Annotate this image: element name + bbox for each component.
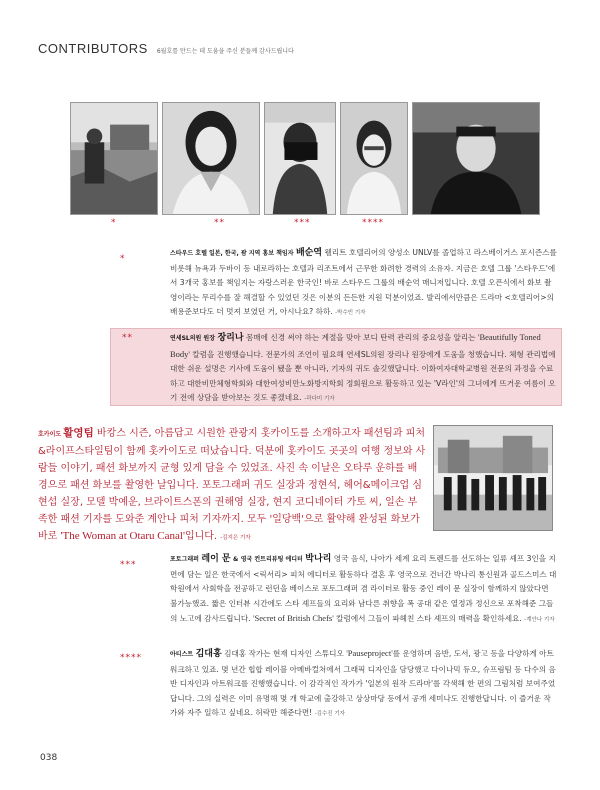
contributor-text: 칼럼을 진행했습니다. 전문가의 조언이 필요해 연세SL의원 장리나 원장에게 도움을 청했습니다. 체형 관리법에 대한 쉬운 설명은 기사에 도움이 됐을 뿐 아니라, 기자의 귀도 솔깃했답니다. 이화여자대학교병원 전문의 과정을 수료하고 대한비만체형학회와 대한여성비만노화방지학회 정회원으로 활동하고 있는 'V라인'의 그녀에게 뜨거운 여름이 오기 전에 상담을 받아보는 것도 좋겠네요. xyxy=(170,349,556,403)
contributor-credit: -김지은 기자 xyxy=(220,535,251,541)
contributor-credit: -곽다미 기자 xyxy=(304,396,335,403)
section-mark: *** xyxy=(120,560,137,570)
photo-man-artist xyxy=(412,102,540,215)
section-mark: **** xyxy=(120,653,142,663)
column-title: 'The Woman at Otaru Canal' xyxy=(60,530,185,542)
contributor-entry xyxy=(170,646,558,722)
contributor-role: 영국 컨트리뷰팅 에디터 xyxy=(240,556,303,563)
contributor-text: 바캉스 시즌, 아름답고 시원한 관광지 홋카이도를 소개하고자 패션팀과 피처&라이프스타일팀이 함께 홋카이도로 떠났습니다. 덕분에 홋카이도 곳곳의 여행 정보와 사람들 이야기, 패션 화보까지 균형 있게 담을 수 있었죠. 사진 속 이날은 오타루 운하를 배경으로 패션 화보를 촬영한 날입니다. 포토그래퍼 귀도 실장과 정현석, 헤어&메이크업 심현섭 실장, 모델 박예운, 브라이트스폰의 권해영 실장, 현지 코디네이터 가토 씨, 일손 부족한 패션 기자를 도와준 계안나 피처 기자까지. 모두 '일당백'으로 활약해 완성된 화보가 바로 xyxy=(38,428,426,542)
contributor-text: 웰리트 호텔리어의 양성소 UNLV를 졸업하고 라스베이거스 포시즌스를 비롯해 뉴욕과 두바이 등 내로라하는 호텔과 리조트에서 근무한 화려한 경력의 소유자. 지금은 호텔 그룹 '스타우드'에서 3개국 홍보를 책임지는 자랑스러운 한국인! 바로 스타우드 그룹의 배순억 매니저입니다. 호텔 오픈식에서 화보 촬영이라는 무리수를 잘 해결할 수 있었던 것은 이분의 든든한 지원 덕분이었죠. 발리에서만큼은 드라마 <호텔리어>의 배용준보다도 더 멋져 보였던 거, 아시나요? 하하. xyxy=(170,248,557,317)
section-title: CONTRIBUTORS xyxy=(38,41,148,56)
contributor-text: 칼럼에서 그들이 파헤친 스타 셰프의 매력을 확인하세요. xyxy=(333,614,522,624)
contributor-name: 김대홍 xyxy=(195,649,222,659)
contributor-role: 아티스트 xyxy=(170,651,194,658)
contributor-role: & xyxy=(233,556,239,563)
contributor-text: 를 운영하며 음반, 도서, 광고 등을 다양하게 아트워크하고 있죠. 몇 년간 힙합 레이블 아메바컬쳐에서 그래픽 디자인을 담당했고 다이나믹 듀오, 슈프림팀 등 다수의 음반 디자인과 아트워크를 진행했습니다. 이 감각적인 작가가 '일본의 원작 드라마'를 각색해 한 편의 그림처럼 보여주었답니다. 그의 실력은 이미 유명해 몇 개 학교에 출강하고 상상마당 등에서 공개 세미나도 진행한답니다. 이 즐거운 작가와 자주 일하고 싶네요. 허락만 해준다면! xyxy=(170,649,556,718)
contributor-name: 박나리 xyxy=(305,554,332,564)
contributor-role: 스타우드 호텔 일본, 한국, 괌 지역 홍보 책임자 xyxy=(170,250,294,257)
photo-photographer-outdoor xyxy=(70,102,158,215)
contributor-role: 연세SL의원 원장 xyxy=(170,335,216,342)
contributor-text: 영국 음식, 나아가 세계 요리 트렌드를 선도하는 일류 셰프 3인을 지면에 담는 일은 한국에서 <릭서리> 피처 에디터로 활동하다 결혼 후 영국으로 건너간 박나리 통신원과 골드스미스 대학원에서 사회학을 전공하고 런던을 베이스로 포토그래퍼 겸 라이터로 활동 중인 레이 문 실장이 함께하지 않았다면 불가능했죠. 짧은 인터뷰 시간에도 스타 셰프들의 요리와 남다른 취향을 폭 공대 같은 열정과 정신으로 포착해준 그들의 노고에 감사드립니다. xyxy=(170,554,557,624)
contributor-name: 배순역 xyxy=(295,248,323,258)
column-title: 'Beautifully Toned Body' xyxy=(170,332,541,359)
photo-mark-2: ** xyxy=(214,218,225,228)
page-header xyxy=(38,38,294,57)
contributor-entry xyxy=(170,552,558,628)
contributor-credit: -김수진 기자 xyxy=(314,711,345,718)
column-title: 'Pauseproject' xyxy=(346,648,393,658)
section-subtitle: 6월호를 만드는 데 도움을 주신 분들께 감사드립니다 xyxy=(156,48,294,55)
section-mark: ** xyxy=(122,333,133,343)
contributor-role: 포토그래퍼 xyxy=(170,556,199,563)
photo-mark-1: * xyxy=(111,218,117,228)
photo-man-with-camera xyxy=(264,102,336,215)
photo-mark-4: **** xyxy=(362,218,384,228)
contributor-role: 호카이도 xyxy=(38,431,64,438)
contributor-text: 몸매에 신경 써야 하는 계절을 맞아 보디 탄력 관리의 중요성을 알리는 xyxy=(245,333,478,342)
column-title: 'Secret of British Chefs' xyxy=(253,613,334,624)
photo-woman-portrait xyxy=(162,102,260,215)
contributor-entry xyxy=(170,246,558,321)
contributor-name: 활영팀 xyxy=(63,427,94,439)
contributor-text: 입니다. xyxy=(184,531,218,542)
page-number: 038 xyxy=(40,753,58,763)
contributor-name: 레이 문 xyxy=(201,554,231,564)
photo-otaru-team xyxy=(433,425,553,531)
contributor-entry xyxy=(170,330,558,407)
contributor-entry-featured xyxy=(38,425,426,547)
contributor-name: 장리나 xyxy=(217,333,244,343)
photo-woman-glasses xyxy=(340,102,408,215)
contributor-credit: -계안나 기자 xyxy=(524,617,555,624)
section-mark: * xyxy=(120,254,126,264)
contributors-photo-strip xyxy=(70,102,540,215)
contributor-credit: -박수빈 기자 xyxy=(335,310,366,317)
photo-mark-3: *** xyxy=(294,218,311,228)
contributor-text: 김대홍 작가는 현재 디자인 스튜디오 xyxy=(224,649,347,658)
